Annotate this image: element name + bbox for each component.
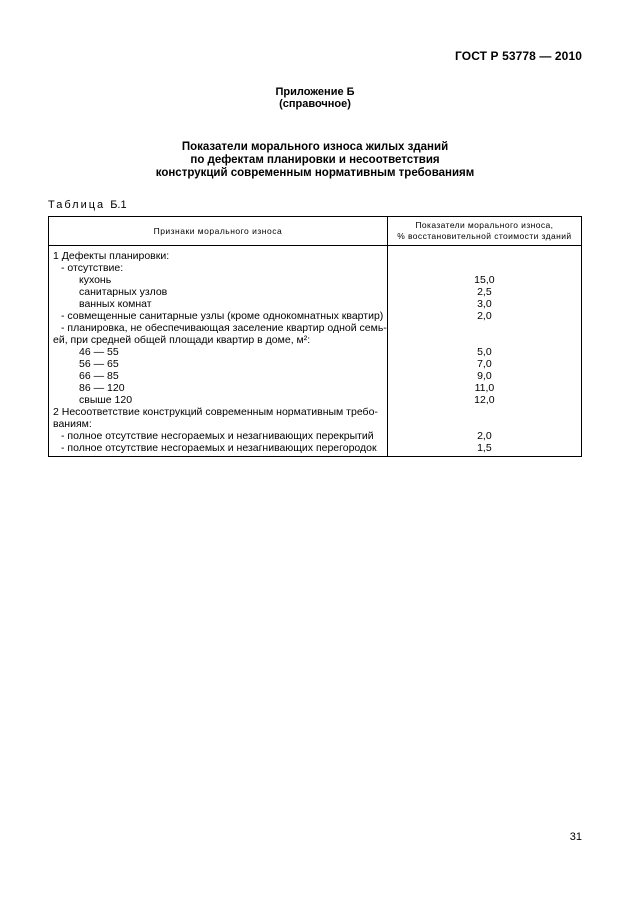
table-row xyxy=(49,358,582,370)
table-row xyxy=(49,394,582,406)
row-sign: 46 — 55 xyxy=(49,346,388,358)
appendix-heading xyxy=(0,86,630,110)
document-title-line: конструкций современным нормативным требованиям xyxy=(155,167,475,179)
row-value: 2,5 xyxy=(387,286,581,298)
table-row xyxy=(49,370,582,382)
table-row xyxy=(49,406,582,418)
row-sign: - отсутствие: xyxy=(49,262,388,274)
row-sign: 1 Дефекты планировки: xyxy=(49,250,388,262)
row-sign: ей, при средней общей площади квартир в доме, м²: xyxy=(49,334,388,346)
row-value: 7,0 xyxy=(387,358,581,370)
row-value xyxy=(387,262,581,274)
wear-table xyxy=(48,216,582,457)
row-value: 11,0 xyxy=(387,382,581,394)
table-row xyxy=(49,274,582,286)
document-title-line: по дефектам планировки и несоответствия xyxy=(190,154,440,166)
column-header-values-line: % восстановительной стоимости зданий xyxy=(397,231,572,241)
table-row xyxy=(49,346,582,358)
column-header-values-line: Показатели морального износа, xyxy=(415,220,554,230)
appendix-subtitle: (справочное) xyxy=(279,98,351,110)
table-row xyxy=(49,382,582,394)
row-sign: 56 — 65 xyxy=(49,358,388,370)
row-value: 5,0 xyxy=(387,346,581,358)
row-sign: 66 — 85 xyxy=(49,370,388,382)
standard-code: ГОСТ Р 53778 — 2010 xyxy=(455,49,582,63)
appendix-title: Приложение Б xyxy=(275,86,355,98)
row-value: 9,0 xyxy=(387,370,581,382)
table-row xyxy=(49,310,582,322)
row-sign: - совмещенные санитарные узлы (кроме однокомнатных квартир) xyxy=(49,310,388,322)
table-row xyxy=(49,322,582,334)
row-value: 2,0 xyxy=(387,430,581,442)
column-header-signs: Признаки морального износа xyxy=(49,217,388,246)
table-row xyxy=(49,334,582,346)
table-caption-number: Б.1 xyxy=(110,199,127,211)
table-caption-word: Таблица xyxy=(48,199,106,211)
row-sign: санитарных узлов xyxy=(49,286,388,298)
row-sign: 86 — 120 xyxy=(49,382,388,394)
row-value xyxy=(387,250,581,262)
row-value xyxy=(387,322,581,334)
table-row xyxy=(49,298,582,310)
row-value xyxy=(387,334,581,346)
row-sign: ваниям: xyxy=(49,418,388,430)
row-value: 3,0 xyxy=(387,298,581,310)
table-row xyxy=(49,286,582,298)
column-header-values xyxy=(387,217,581,246)
row-value: 12,0 xyxy=(387,394,581,406)
row-sign: свыше 120 xyxy=(49,394,388,406)
page-number: 31 xyxy=(569,831,582,843)
table-row xyxy=(49,430,582,442)
table-row xyxy=(49,442,582,457)
row-value xyxy=(387,406,581,418)
row-value: 2,0 xyxy=(387,310,581,322)
table-header-row xyxy=(49,217,582,246)
row-sign: 2 Несоответствие конструкций современным нормативным требо- xyxy=(49,406,388,418)
row-sign: ванных комнат xyxy=(49,298,388,310)
table-row xyxy=(49,250,582,262)
row-sign: кухонь xyxy=(49,274,388,286)
row-sign: - полное отсутствие несгораемых и незагнивающих перегородок xyxy=(49,442,388,457)
row-value: 1,5 xyxy=(387,442,581,457)
row-sign: - планировка, не обеспечивающая заселение квартир одной семь- xyxy=(49,322,388,334)
document-title xyxy=(0,141,630,180)
table-caption xyxy=(48,199,127,211)
document-title-line: Показатели морального износа жилых зданий xyxy=(181,141,449,153)
table-row xyxy=(49,418,582,430)
table-row xyxy=(49,262,582,274)
row-value: 15,0 xyxy=(387,274,581,286)
row-sign: - полное отсутствие несгораемых и незагнивающих перекрытий xyxy=(49,430,388,442)
row-value xyxy=(387,418,581,430)
